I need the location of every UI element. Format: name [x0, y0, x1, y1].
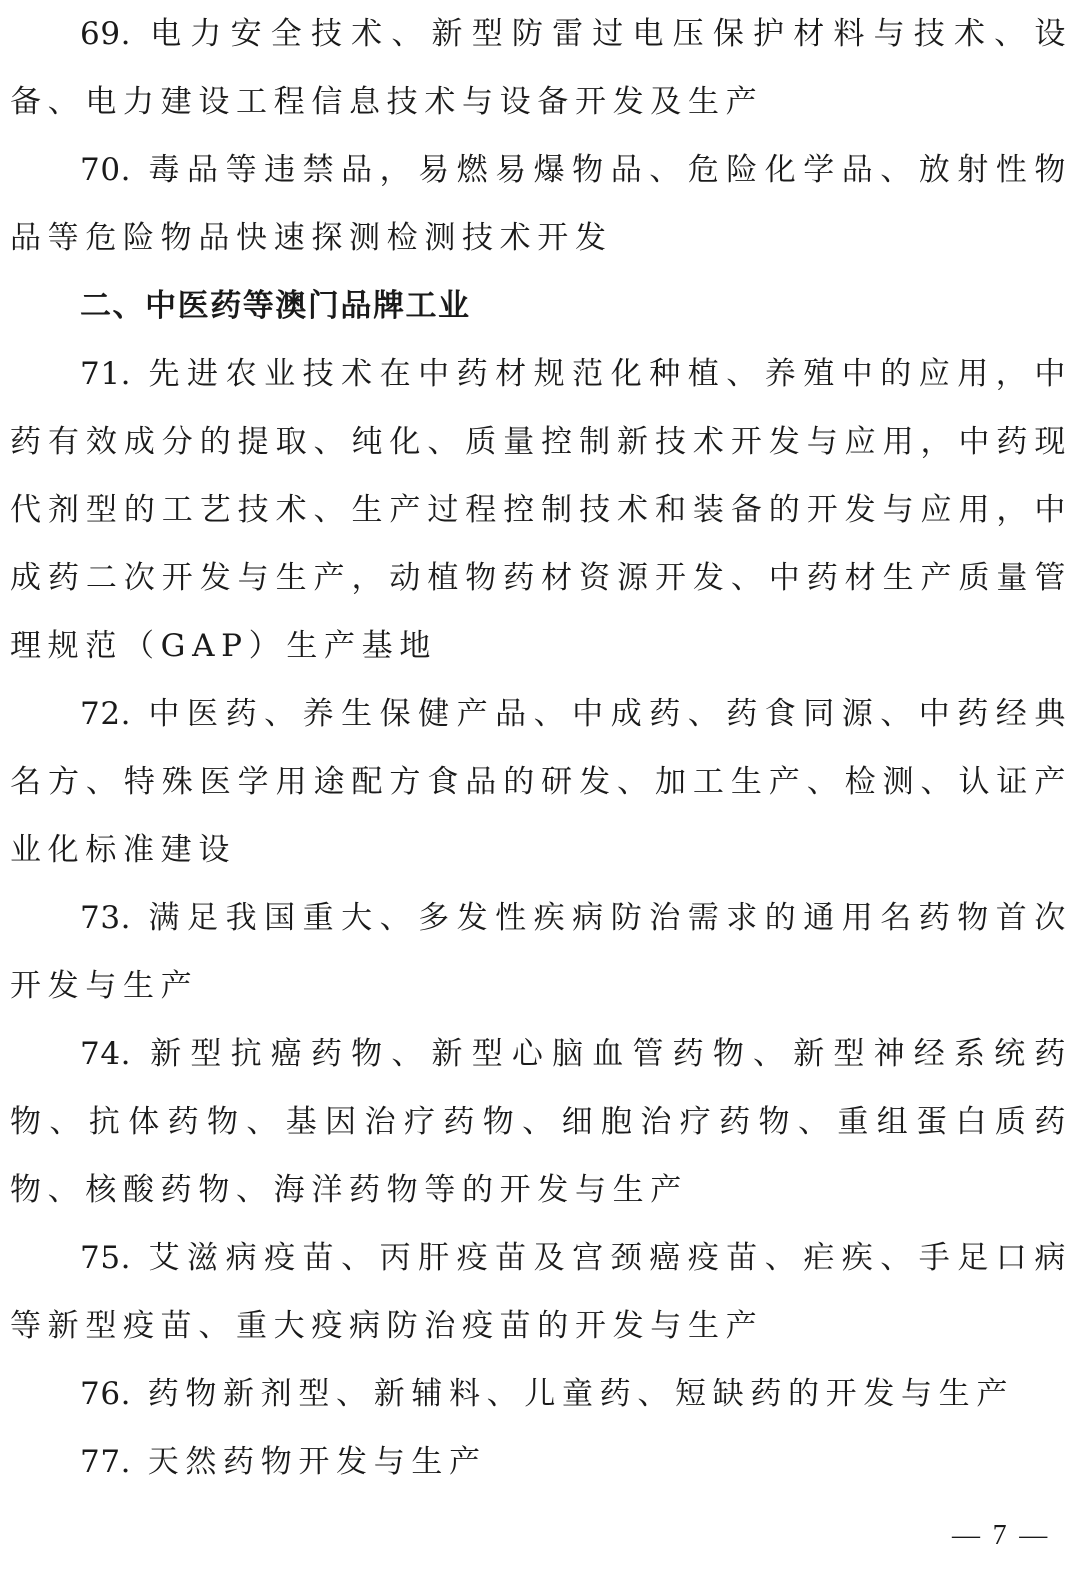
list-item-74 — [10, 1020, 1072, 1224]
item-number: 73. — [80, 900, 132, 936]
item-text: 药物新剂型、新辅料、儿童药、短缺药的开发与生产 — [147, 1376, 1014, 1412]
list-item-75 — [10, 1224, 1072, 1360]
item-text: 艾滋病疫苗、丙肝疫苗及宫颈癌疫苗、疟疾、手足口病等新型疫苗、重大疫病防治疫苗的开发与生产 — [10, 1240, 1072, 1344]
item-text: 先进农业技术在中药材规范化种植、养殖中的应用，中药有效成分的提取、纯化、质量控制新技术开发与应用，中药现代剂型的工艺技术、生产过程控制技术和装备的开发与应用，中成药二次开发与生产，动植物药材资源开发、中药材生产质量管理规范（GAP）生产基地 — [10, 356, 1072, 664]
item-text: 毒品等违禁品，易燃易爆物品、危险化学品、放射性物品等危险物品快速探测检测技术开发 — [10, 152, 1072, 256]
item-text: 天然药物开发与生产 — [147, 1444, 487, 1480]
section-heading: 二、中医药等澳门品牌工业 — [80, 288, 471, 324]
item-text: 中医药、养生保健产品、中成药、药食同源、中药经典名方、特殊医学用途配方食品的研发、加工生产、检测、认证产业化标准建设 — [10, 696, 1072, 868]
item-number: 75. — [80, 1240, 132, 1276]
list-item-73 — [10, 884, 1072, 1020]
list-item-77 — [10, 1428, 1072, 1496]
list-item-72 — [10, 680, 1072, 884]
item-text: 满足我国重大、多发性疾病防治需求的通用名药物首次开发与生产 — [10, 900, 1072, 1004]
list-item-70 — [10, 136, 1072, 272]
list-item-76 — [10, 1360, 1072, 1428]
item-text: 电力安全技术、新型防雷过电压保护材料与技术、设备、电力建设工程信息技术与设备开发及生产 — [10, 16, 1072, 120]
list-item-71 — [10, 340, 1072, 680]
page-number: — 7 — — [952, 1520, 1050, 1551]
item-text: 新型抗癌药物、新型心脑血管药物、新型神经系统药物、抗体药物、基因治疗药物、细胞治疗药物、重组蛋白质药物、核酸药物、海洋药物等的开发与生产 — [10, 1036, 1072, 1208]
item-number: 76. — [80, 1376, 132, 1412]
item-number: 69. — [80, 16, 132, 52]
list-item-69 — [10, 0, 1072, 136]
document-body — [10, 0, 1072, 1496]
item-number: 72. — [80, 696, 132, 732]
item-number: 70. — [80, 152, 132, 188]
item-number: 74. — [80, 1036, 132, 1072]
item-number: 77. — [80, 1444, 132, 1480]
item-number: 71. — [80, 356, 132, 392]
